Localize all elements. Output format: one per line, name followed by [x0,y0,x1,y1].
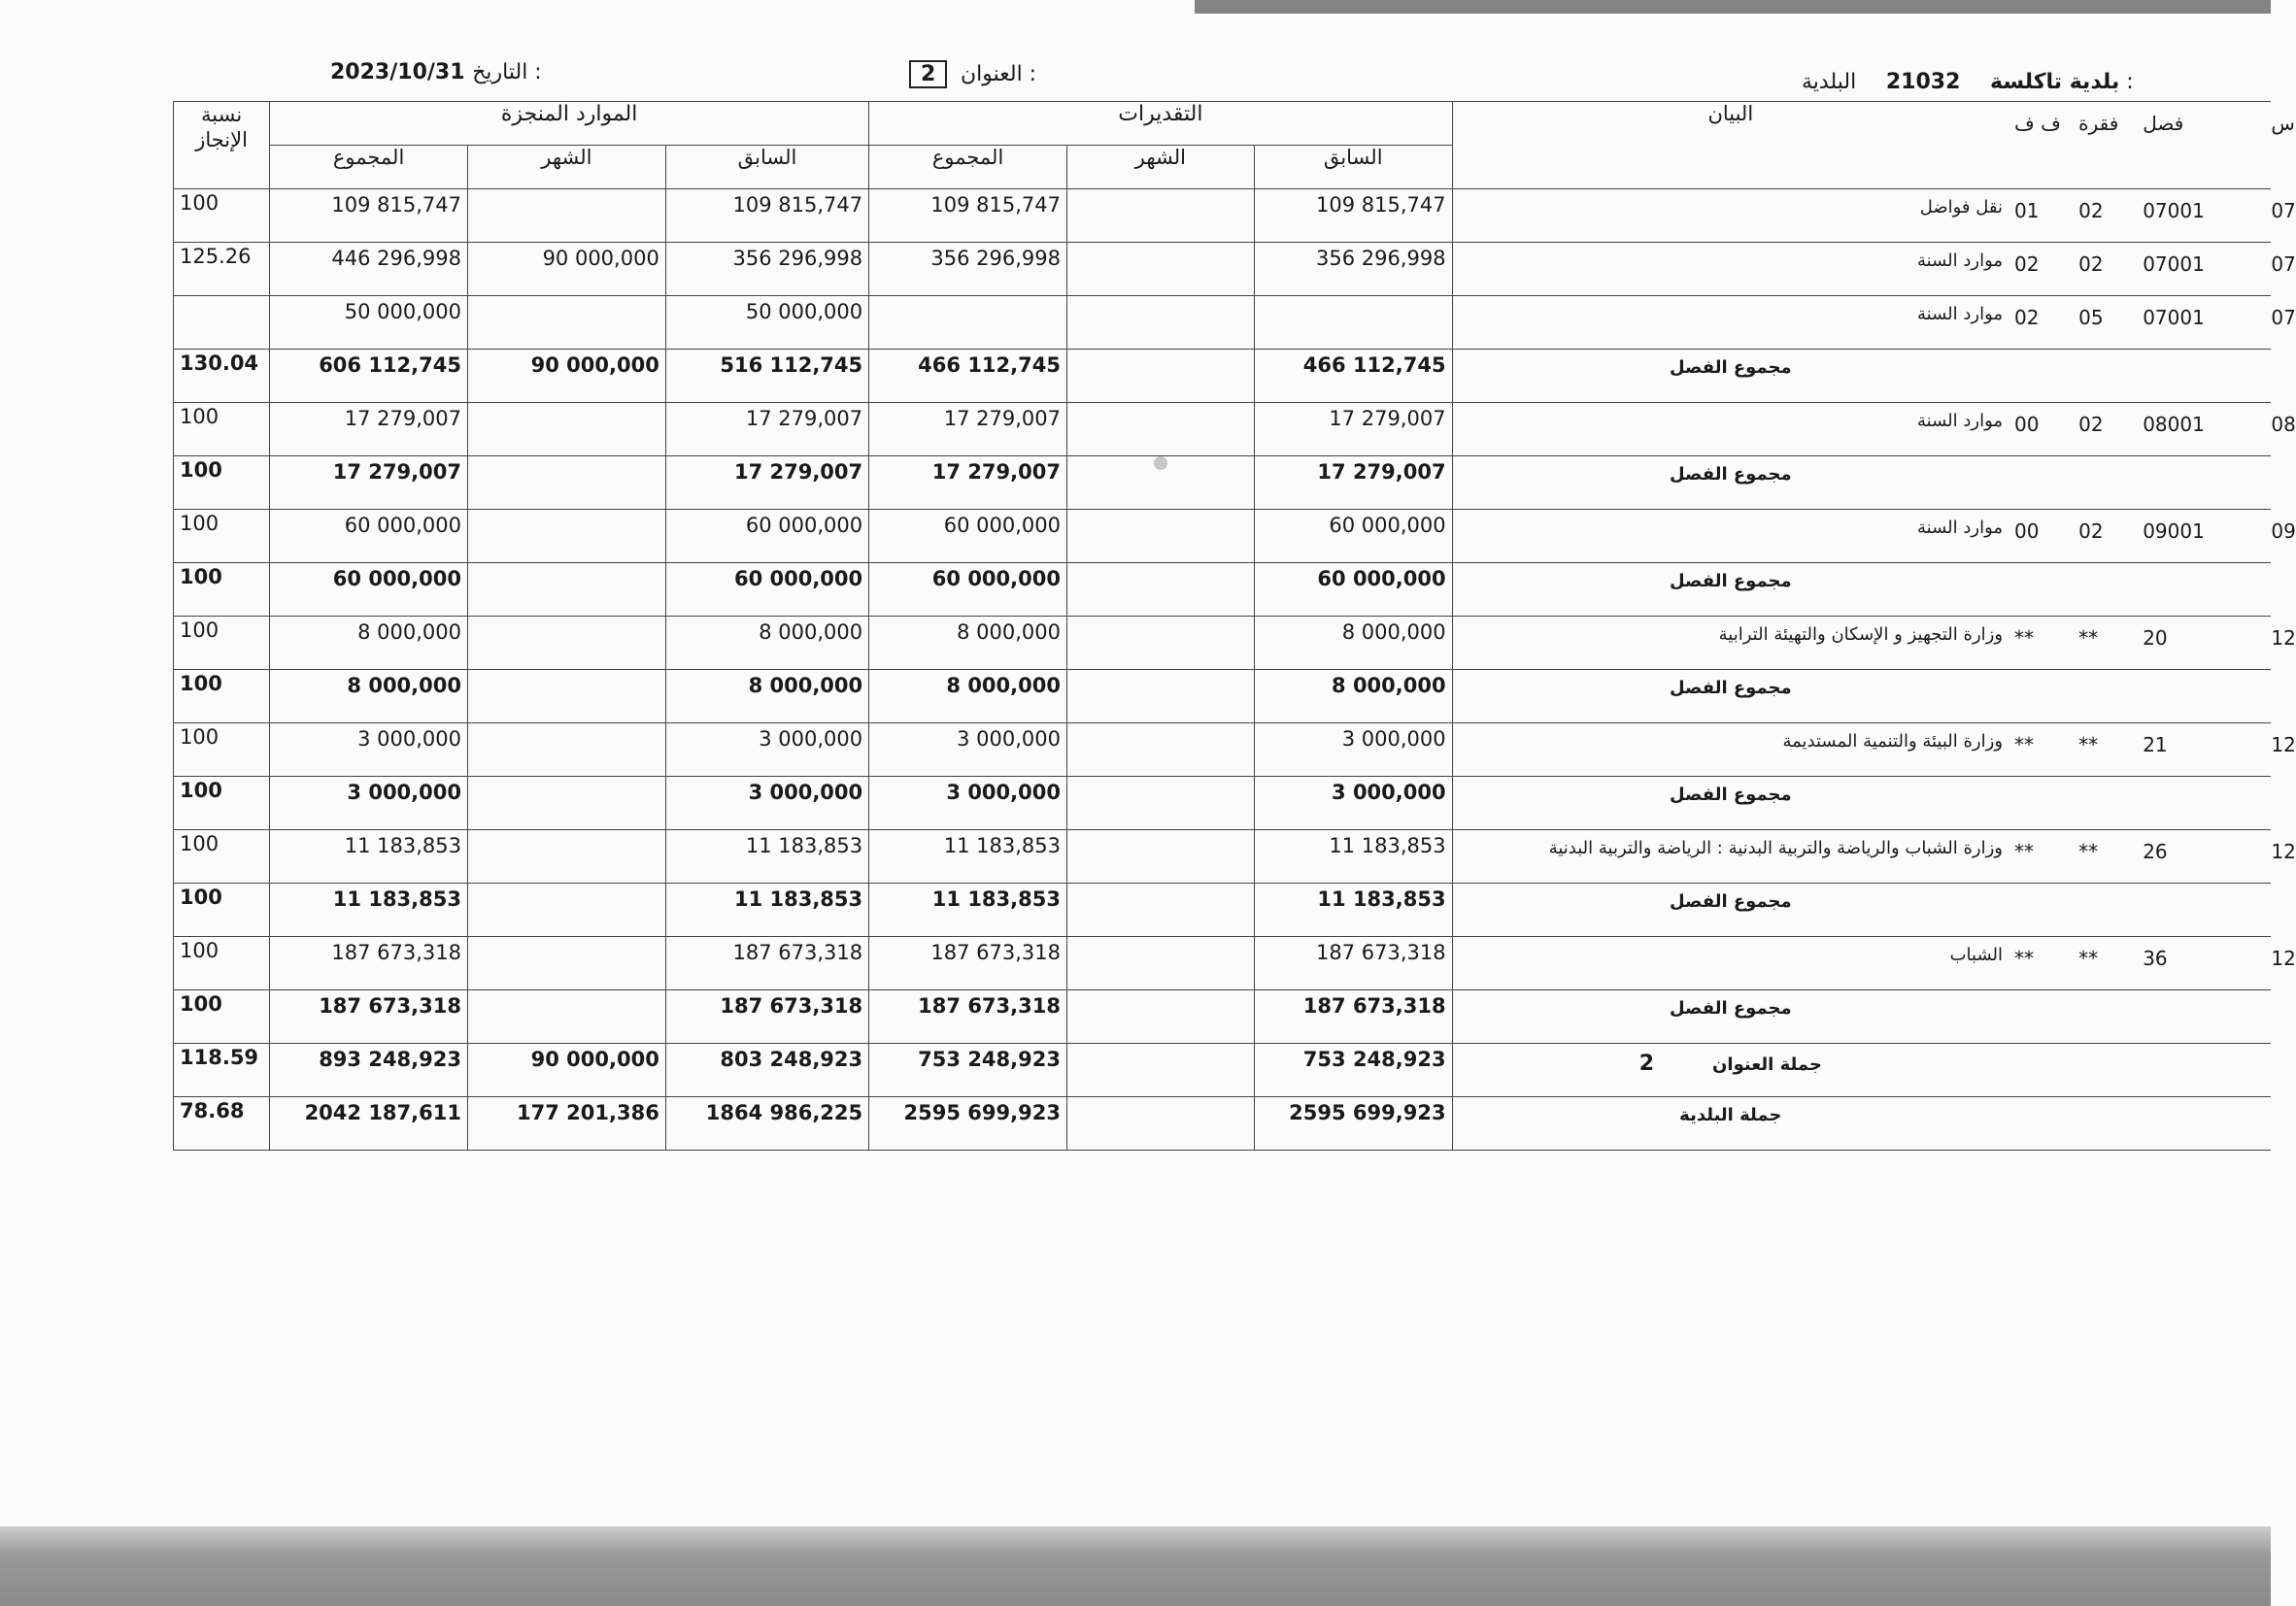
report-title-number [903,60,1036,88]
cell-code: 36 [2137,937,2265,990]
statement-label: وزارة البيئة والتنمية المستديمة [1782,731,2004,752]
date-value: 2023/10/31 [330,60,465,84]
statement-label: الشباب [1949,945,2004,965]
cell-estimates-previous: 753 248,923 [1254,1044,1452,1097]
cell-estimates-total: 3 000,000 [869,723,1067,777]
cell-estimates-month [1066,937,1254,990]
cell-statement [1452,563,2009,617]
cell-estimates-total [869,296,1067,350]
table-row [174,563,2272,617]
col-header-statement: البيان [1452,102,2009,189]
table-row [174,937,2272,990]
cell-code [2137,777,2265,830]
cell-code: 02 [2073,403,2137,456]
col-header-code-ff: ف ف [2009,102,2073,189]
cell-realized-previous: 8 000,000 [665,670,868,723]
cell-rate: 130.04 [174,350,270,403]
cell-code [2265,777,2271,830]
cell-realized-total: 187 673,318 [270,990,468,1044]
cell-code [2073,670,2137,723]
cell-realized-month: 177 201,386 [467,1097,665,1151]
cell-code [2073,350,2137,403]
cell-rate: 100 [174,510,270,563]
cell-realized-total: 109 815,747 [270,189,468,243]
municipality-name: بلدية تاكلسة [1990,70,2120,94]
cell-statement [1452,670,2009,723]
cell-statement [1452,1097,2009,1151]
cell-code [2009,350,2073,403]
cell-rate: 100 [174,937,270,990]
cell-realized-previous: 8 000,000 [665,617,868,670]
date-label: التاريخ : [472,60,542,84]
cell-realized-previous: 60 000,000 [665,563,868,617]
municipality-label: البلدية : [1802,70,2134,94]
cell-rate: 100 [174,830,270,884]
cell-statement [1452,189,2009,243]
cell-statement [1452,937,2009,990]
statement-label: وزارة التجهيز و الإسكان والتهيئة الترابية [1718,624,2004,645]
cell-estimates-month [1066,884,1254,937]
cell-estimates-previous: 60 000,000 [1254,510,1452,563]
cell-code: 12 [2265,830,2271,884]
cell-realized-month [467,777,665,830]
cell-code [2073,777,2137,830]
cell-rate: 100 [174,670,270,723]
table-row [174,670,2272,723]
cell-code: ** [2073,830,2137,884]
col-group-realized: الموارد المنجزة [270,102,869,146]
cell-realized-previous: 187 673,318 [665,990,868,1044]
cell-realized-month [467,189,665,243]
statement-label: مجموع الفصل [1669,785,1792,805]
cell-estimates-month [1066,296,1254,350]
cell-estimates-total: 60 000,000 [869,563,1067,617]
cell-code [2265,456,2271,510]
cell-realized-total: 8 000,000 [270,670,468,723]
cell-code [2009,1097,2073,1151]
table-row [174,884,2272,937]
cell-realized-previous: 803 248,923 [665,1044,868,1097]
cell-estimates-total: 2595 699,923 [869,1097,1067,1151]
col-header-estimates-total: المجموع [869,146,1067,189]
cell-estimates-month [1066,243,1254,296]
cell-rate: 100 [174,723,270,777]
cell-code [2137,670,2265,723]
statement-label: نقل فواضل [1919,197,2004,217]
table-row [174,296,2272,350]
cell-realized-previous: 17 279,007 [665,403,868,456]
col-header-rate: نسبة الإنجاز [174,102,270,189]
cell-statement [1452,723,2009,777]
cell-code [2265,1097,2271,1151]
table-row [174,617,2272,670]
cell-realized-month [467,296,665,350]
cell-realized-month [467,723,665,777]
cell-realized-month [467,670,665,723]
cell-code: ** [2073,617,2137,670]
cell-realized-month [467,563,665,617]
cell-code [2009,456,2073,510]
cell-code [2137,1097,2265,1151]
cell-realized-total: 446 296,998 [270,243,468,296]
cell-estimates-month [1066,1044,1254,1097]
cell-estimates-month [1066,830,1254,884]
cell-estimates-month [1066,1097,1254,1151]
cell-realized-month [467,830,665,884]
cell-estimates-previous: 187 673,318 [1254,937,1452,990]
cell-estimates-total: 356 296,998 [869,243,1067,296]
statement-label: وزارة الشباب والرياضة والتربية البدنية : الرياضة والتربية البدنية [1548,838,2004,858]
cell-code: 08 [2265,403,2271,456]
cell-realized-total: 60 000,000 [270,563,468,617]
cell-estimates-previous: 3 000,000 [1254,777,1452,830]
cell-realized-total: 2042 187,611 [270,1097,468,1151]
cell-statement [1452,617,2009,670]
cell-estimates-previous: 17 279,007 [1254,456,1452,510]
cell-code: 00 [2009,403,2073,456]
cell-rate: 100 [174,563,270,617]
cell-code [2073,990,2137,1044]
cell-code: 02 [2073,243,2137,296]
cell-estimates-month [1066,563,1254,617]
statement-label: مجموع الفصل [1669,678,1792,698]
cell-code: 07001 [2137,189,2265,243]
cell-code [2009,777,2073,830]
table-row [174,777,2272,830]
cell-rate: 125.26 [174,243,270,296]
cell-realized-month [467,937,665,990]
col-header-realized-total: المجموع [270,146,468,189]
table-row [174,243,2272,296]
cell-code [2137,563,2265,617]
cell-realized-month [467,510,665,563]
cell-estimates-total: 109 815,747 [869,189,1067,243]
cell-code [2265,563,2271,617]
cell-realized-total: 50 000,000 [270,296,468,350]
cell-realized-total: 11 183,853 [270,830,468,884]
municipality-header [1802,70,2134,94]
cell-realized-month [467,990,665,1044]
cell-statement [1452,990,2009,1044]
cell-estimates-previous [1254,296,1452,350]
cell-realized-month [467,456,665,510]
cell-realized-total: 17 279,007 [270,403,468,456]
cell-statement [1452,884,2009,937]
cell-statement [1452,350,2009,403]
table-row [174,189,2272,243]
cell-estimates-month [1066,510,1254,563]
cell-estimates-total: 466 112,745 [869,350,1067,403]
cell-estimates-total: 3 000,000 [869,777,1067,830]
cell-rate: 100 [174,189,270,243]
cell-realized-previous: 187 673,318 [665,937,868,990]
cell-estimates-month [1066,189,1254,243]
cell-realized-total: 187 673,318 [270,937,468,990]
cell-code: 09001 [2137,510,2265,563]
cell-code: 08001 [2137,403,2265,456]
cell-code [2073,456,2137,510]
cell-code: 02 [2073,510,2137,563]
cell-code: 12 [2265,617,2271,670]
cell-realized-previous: 109 815,747 [665,189,868,243]
cell-statement [1452,456,2009,510]
cell-code: ** [2073,723,2137,777]
statement-label: موارد السنة [1917,304,2004,324]
cell-code: 26 [2137,830,2265,884]
cell-estimates-month [1066,350,1254,403]
cell-estimates-total: 8 000,000 [869,617,1067,670]
cell-code: 07001 [2137,243,2265,296]
cell-estimates-month [1066,670,1254,723]
scanner-edge-shadow [0,1526,2271,1606]
cell-realized-total: 11 183,853 [270,884,468,937]
cell-realized-previous: 11 183,853 [665,884,868,937]
cell-code: ** [2009,723,2073,777]
cell-estimates-month [1066,617,1254,670]
cell-rate: 100 [174,617,270,670]
cell-realized-previous: 11 183,853 [665,830,868,884]
cell-statement [1452,510,2009,563]
cell-realized-previous: 50 000,000 [665,296,868,350]
cell-code: ** [2009,830,2073,884]
col-header-estimates-previous: السابق [1254,146,1452,189]
cell-code [2009,563,2073,617]
col-header-code-s: س [2265,102,2271,189]
cell-realized-total: 8 000,000 [270,617,468,670]
cell-realized-previous: 3 000,000 [665,723,868,777]
cell-estimates-total: 753 248,923 [869,1044,1067,1097]
table-row [174,830,2272,884]
cell-code: 00 [2009,510,2073,563]
cell-estimates-previous: 187 673,318 [1254,990,1452,1044]
table-row [174,1097,2272,1151]
cell-estimates-previous: 8 000,000 [1254,670,1452,723]
cell-estimates-month [1066,403,1254,456]
scan-speck [1154,456,1167,470]
municipality-code: 21032 [1885,70,1961,94]
table-row [174,1044,2272,1097]
cell-rate: 118.59 [174,1044,270,1097]
cell-rate: 100 [174,777,270,830]
cell-code [2009,990,2073,1044]
cell-estimates-previous: 466 112,745 [1254,350,1452,403]
cell-realized-total: 60 000,000 [270,510,468,563]
cell-code: 02 [2073,189,2137,243]
title-value-box: 2 [909,60,947,88]
col-group-estimates: التقديرات [869,102,1452,146]
statement-label: مجموع الفصل [1669,357,1792,378]
report-date [330,60,542,84]
cell-code: 07 [2265,243,2271,296]
cell-code: 21 [2137,723,2265,777]
statement-label: جملة العنوان [1712,1054,1822,1075]
statement-label: موارد السنة [1917,518,2004,538]
cell-realized-previous: 60 000,000 [665,510,868,563]
cell-realized-previous: 356 296,998 [665,243,868,296]
col-header-estimates-month: الشهر [1066,146,1254,189]
cell-code: 07 [2265,189,2271,243]
col-header-code-paragraph: فقرة [2073,102,2137,189]
cell-rate: 100 [174,990,270,1044]
statement-label: جملة البلدية [1679,1105,1782,1125]
cell-estimates-previous: 11 183,853 [1254,884,1452,937]
cell-code: 09 [2265,510,2271,563]
statement-title-number: 2 [1638,1052,1655,1076]
cell-code [2009,1044,2073,1097]
cell-estimates-total: 8 000,000 [869,670,1067,723]
cell-code: ** [2009,617,2073,670]
cell-rate: 100 [174,403,270,456]
cell-code: ** [2073,937,2137,990]
cell-estimates-total: 187 673,318 [869,990,1067,1044]
cell-realized-month: 90 000,000 [467,1044,665,1097]
cell-estimates-previous: 3 000,000 [1254,723,1452,777]
title-label: العنوان : [960,62,1037,86]
cell-realized-previous: 516 112,745 [665,350,868,403]
table-row [174,510,2272,563]
cell-estimates-total: 11 183,853 [869,830,1067,884]
cell-estimates-total: 17 279,007 [869,403,1067,456]
cell-estimates-total: 11 183,853 [869,884,1067,937]
top-cropped-header [1195,0,2271,14]
statement-label: مجموع الفصل [1669,891,1792,912]
table-row [174,403,2272,456]
cell-statement [1452,777,2009,830]
cell-code [2137,350,2265,403]
cell-rate: 100 [174,456,270,510]
cell-code [2137,1044,2265,1097]
cell-statement [1452,296,2009,350]
cell-realized-previous: 17 279,007 [665,456,868,510]
table-row [174,350,2272,403]
cell-code: 20 [2137,617,2265,670]
cell-realized-total: 893 248,923 [270,1044,468,1097]
cell-realized-month: 90 000,000 [467,243,665,296]
cell-statement [1452,830,2009,884]
table-row [174,456,2272,510]
statement-label: مجموع الفصل [1669,464,1792,485]
cell-code [2137,884,2265,937]
col-header-code-chapter: فصل [2137,102,2265,189]
statement-label: موارد السنة [1917,251,2004,271]
statement-label: موارد السنة [1917,411,2004,431]
cell-statement [1452,403,2009,456]
col-header-realized-previous: السابق [665,146,868,189]
cell-estimates-total: 17 279,007 [869,456,1067,510]
cell-code: 12 [2265,723,2271,777]
cell-estimates-month [1066,723,1254,777]
cell-realized-month: 90 000,000 [467,350,665,403]
cell-code [2265,350,2271,403]
table-row [174,723,2272,777]
cell-estimates-previous: 60 000,000 [1254,563,1452,617]
cell-estimates-month [1066,990,1254,1044]
cell-estimates-previous: 2595 699,923 [1254,1097,1452,1151]
cell-code [2137,990,2265,1044]
cell-code [2073,563,2137,617]
cell-code: 07001 [2137,296,2265,350]
cell-realized-month [467,403,665,456]
table-row [174,990,2272,1044]
cell-code [2009,884,2073,937]
cell-code [2265,990,2271,1044]
cell-realized-total: 3 000,000 [270,777,468,830]
budget-table [173,101,2296,1151]
cell-estimates-previous: 8 000,000 [1254,617,1452,670]
cell-code: 01 [2009,189,2073,243]
statement-label: مجموع الفصل [1669,571,1792,591]
cell-code [2073,1097,2137,1151]
cell-realized-month [467,884,665,937]
cell-estimates-previous: 109 815,747 [1254,189,1452,243]
cell-estimates-total: 187 673,318 [869,937,1067,990]
cell-rate [174,296,270,350]
cell-rate: 100 [174,884,270,937]
cell-code: 07 [2265,296,2271,350]
cell-estimates-previous: 356 296,998 [1254,243,1452,296]
cell-realized-total: 606 112,745 [270,350,468,403]
cell-code: 12 [2265,937,2271,990]
cell-code [2073,1044,2137,1097]
cell-realized-total: 17 279,007 [270,456,468,510]
cell-code [2009,670,2073,723]
cell-code [2137,456,2265,510]
cell-rate: 78.68 [174,1097,270,1151]
cell-estimates-month [1066,777,1254,830]
cell-code: 05 [2073,296,2137,350]
cell-statement [1452,1044,2009,1097]
cell-code [2265,884,2271,937]
cell-realized-previous: 1864 986,225 [665,1097,868,1151]
cell-realized-total: 3 000,000 [270,723,468,777]
cell-realized-previous: 3 000,000 [665,777,868,830]
statement-label: مجموع الفصل [1669,998,1792,1019]
cell-estimates-total: 60 000,000 [869,510,1067,563]
cell-code [2265,1044,2271,1097]
cell-code [2073,884,2137,937]
cell-estimates-previous: 11 183,853 [1254,830,1452,884]
cell-code [2265,670,2271,723]
col-header-realized-month: الشهر [467,146,665,189]
cell-code: 02 [2009,296,2073,350]
cell-realized-month [467,617,665,670]
cell-statement [1452,243,2009,296]
cell-estimates-previous: 17 279,007 [1254,403,1452,456]
cell-code: ** [2009,937,2073,990]
cell-code: 02 [2009,243,2073,296]
